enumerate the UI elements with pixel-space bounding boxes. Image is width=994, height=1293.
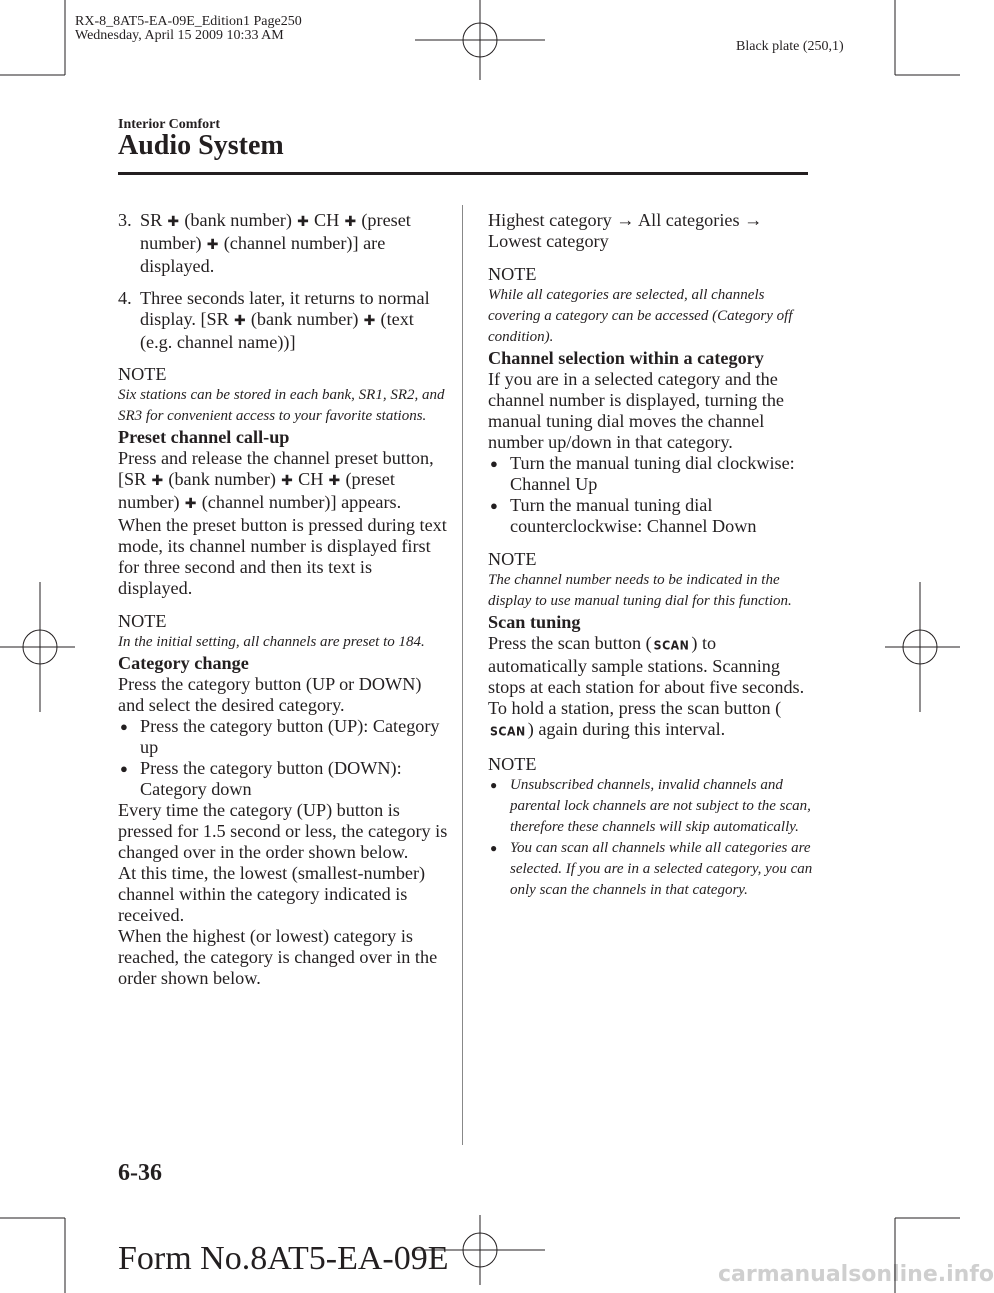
left-column [118, 210, 448, 989]
bullet-icon: ● [490, 841, 498, 855]
scan-button-icon: SCAN [653, 638, 690, 653]
registration-circle [23, 630, 57, 664]
registration-circle [903, 630, 937, 664]
subheading-channel-selection: Channel selection within a category [488, 348, 764, 368]
registration-circle [463, 1233, 497, 1267]
bullet-icon: ● [490, 456, 498, 471]
plus-icon: ✚ [297, 214, 309, 230]
registration-circle [463, 23, 497, 57]
subheading-scan: Scan tuning [488, 612, 581, 632]
paragraph: If you are in a selected category and the channel number is displayed, turning the manual tuning dial moves the channel number up/down in that category. [488, 369, 784, 452]
right-column [488, 210, 818, 901]
column-divider [462, 205, 463, 1145]
paragraph: Every time the category (UP) button is pressed for 1.5 second or less, the category is changed over in the order shown below. [118, 800, 448, 862]
plus-icon: ✚ [184, 496, 197, 512]
paragraph: Press the scan button ( SCAN ) to automatically sample stations. Scanning stops at each station for about five seconds. To hold a station, press the scan button (SCAN ) again during this interval. [488, 633, 818, 742]
category-order: Highest category → All categories → Lowest category [488, 210, 763, 251]
page-title: Audio System [118, 130, 284, 161]
title-rule [118, 172, 808, 175]
note-text: The channel number needs to be indicated in the display to use manual tuning dial for this function. [488, 572, 792, 609]
page-number: 6-36 [118, 1160, 162, 1186]
plus-icon: ✚ [281, 473, 293, 489]
paragraph: Press the category button (UP or DOWN) and select the desired category. [118, 674, 422, 715]
paragraph: Press and release the channel preset button, [118, 448, 434, 468]
list-item: ● Unsubscribed channels, invalid channels and parental lock channels are not subject to the scan, therefore these channels will skip automatically. [488, 775, 818, 838]
subheading-preset: Preset channel call-up [118, 427, 290, 447]
paragraph: [SR ✚ (bank number) ✚ CH ✚ (preset number) ✚ (channel number)] appears. [118, 469, 448, 515]
bullet-icon: ● [490, 498, 498, 513]
step-4: 4. Three seconds later, it returns to normal display. [SR ✚ (bank number) ✚ (text (e.g. channel name))] [118, 288, 430, 352]
watermark: carmanualsonline.info [718, 1262, 994, 1287]
plus-icon: ✚ [206, 237, 219, 253]
plus-icon: ✚ [167, 214, 180, 230]
form-number: Form No.8AT5-EA-09E [118, 1240, 449, 1277]
plus-icon: ✚ [344, 214, 357, 230]
step-3: 3. SR ✚ (bank number) ✚ CH ✚ (preset number) ✚ (channel number)] are displayed. [118, 210, 411, 276]
note-title: NOTE [488, 549, 537, 569]
paragraph: When the highest (or lowest) category is reached, the category is changed over in the order shown below. [118, 926, 438, 988]
file-info: RX-8_8AT5-EA-09E_Edition1 Page250 [75, 14, 302, 29]
bullet-icon: ● [490, 778, 498, 792]
scan-button-icon: SCAN [490, 724, 526, 739]
note-text: Six stations can be stored in each bank, SR1, SR2, and SR3 for convenient access to your favorite stations. [118, 387, 445, 424]
plate-label: Black plate (250,1) [736, 39, 844, 54]
plus-icon: ✚ [151, 473, 164, 489]
plus-icon: ✚ [363, 313, 376, 329]
paragraph: At this time, the lowest (smallest-number) channel within the category indicated is received. [118, 863, 426, 925]
timestamp: Wednesday, April 15 2009 10:33 AM [75, 28, 284, 43]
list-item: ● Turn the manual tuning dial clockwise: Channel Up [490, 453, 795, 494]
paragraph: When the preset button is pressed during text mode, its channel number is displayed first for three second and then its text is displayed. [118, 515, 447, 598]
list-item: ● Turn the manual tuning dial counterclockwise: Channel Down [490, 495, 757, 536]
section-label: Interior Comfort [118, 117, 220, 132]
note-title: NOTE [118, 611, 167, 631]
subheading-category: Category change [118, 653, 249, 673]
note-text: In the initial setting, all channels are preset to 184. [118, 634, 425, 650]
list-item: ● Press the category button (UP): Category up [120, 716, 440, 757]
note-title: NOTE [488, 754, 537, 774]
bullet-icon: ● [120, 761, 128, 776]
note-title: NOTE [118, 364, 167, 384]
list-item: ● You can scan all channels while all categories are selected. If you are in a selected category, you can only scan the channels in that category. [488, 838, 818, 901]
note-text: While all categories are selected, all channels covering a category can be accessed (Category off condition). [488, 287, 793, 345]
note-title: NOTE [488, 264, 537, 284]
list-item: ● Press the category button (DOWN): Category down [120, 758, 402, 799]
plus-icon: ✚ [233, 313, 246, 329]
plus-icon: ✚ [328, 473, 341, 489]
bullet-icon: ● [120, 719, 128, 734]
